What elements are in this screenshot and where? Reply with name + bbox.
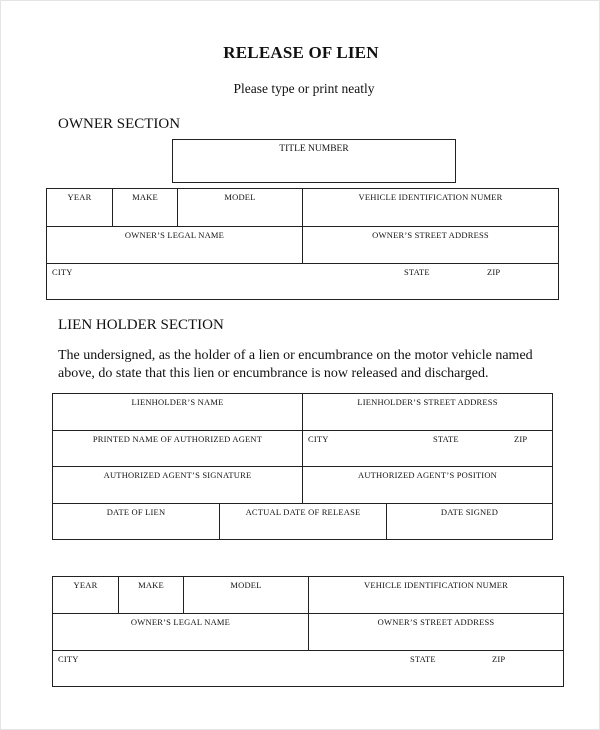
year-field[interactable] [47,189,113,227]
owner-address-field[interactable] [309,614,564,651]
vin-field[interactable] [309,577,564,614]
owner-address-label: OWNER’S STREET ADDRESS [372,230,489,240]
title-number-field[interactable] [172,139,456,183]
lienholder-name-field[interactable] [53,394,303,431]
owner-city-state-zip-field[interactable] [47,264,559,300]
model-label: MODEL [230,580,262,590]
date-of-lien-field[interactable] [53,504,220,540]
agent-position-field[interactable] [303,467,553,504]
owner-address-label: OWNER’S STREET ADDRESS [377,617,495,627]
state-label: STATE [433,434,459,444]
year-field[interactable] [53,577,119,614]
model-field[interactable] [178,189,303,227]
zip-label: ZIP [492,654,506,664]
zip-label: ZIP [514,434,528,444]
agent-printed-name-field[interactable] [53,431,303,467]
lienholder-address-label: LIENHOLDER’S STREET ADDRESS [357,397,498,407]
lienholder-address-field[interactable] [303,394,553,431]
actual-release-date-label: ACTUAL DATE OF RELEASE [245,507,361,517]
actual-release-date-field[interactable] [220,504,387,540]
lien-holder-section-heading: LIEN HOLDER SECTION [58,317,224,333]
vin-field[interactable] [303,189,559,227]
year-label: YEAR [67,192,92,202]
make-field[interactable] [119,577,184,614]
city-label: CITY [308,434,329,444]
city-label: CITY [58,654,79,664]
agent-signature-label: AUTHORIZED AGENT’S SIGNATURE [103,470,252,480]
year-label: YEAR [73,580,98,590]
form-subtitle: Please type or print neatly [233,81,375,96]
owner-vehicle-table [46,188,559,300]
lien-holder-table [52,393,553,540]
owner-section-heading: OWNER SECTION [58,116,181,132]
model-field[interactable] [184,577,309,614]
vin-label: VEHICLE IDENTIFICATION NUMER [364,580,508,590]
owner-name-field[interactable] [47,227,303,264]
zip-label: ZIP [487,267,501,277]
vin-label: VEHICLE IDENTIFICATION NUMER [358,192,503,202]
second-vehicle-table [52,576,564,687]
lienholder-name-label: LIENHOLDER’S NAME [131,397,224,407]
agent-printed-name-label: PRINTED NAME OF AUTHORIZED AGENT [92,434,263,444]
city-state-zip-field[interactable] [53,651,564,687]
make-label: MAKE [138,580,164,590]
owner-name-field[interactable] [53,614,309,651]
city-label: CITY [52,267,73,277]
make-field[interactable] [113,189,178,227]
agent-signature-field[interactable] [53,467,303,504]
state-label: STATE [404,267,430,277]
state-label: STATE [410,654,436,664]
agent-position-label: AUTHORIZED AGENT’S POSITION [357,470,498,480]
release-statement: The undersigned, as the holder of a lien or encumbrance on the motor vehicle named above, do state that this lien or encumbrance is now released and discharged. [58,348,533,381]
lienholder-city-state-zip-field[interactable] [303,431,553,467]
make-label: MAKE [132,192,158,202]
model-label: MODEL [224,192,256,202]
form-title: RELEASE OF LIEN [223,43,379,62]
owner-name-label: OWNER’S LEGAL NAME [130,617,231,627]
date-signed-label: DATE SIGNED [440,507,499,517]
title-number-label: TITLE NUMBER [279,144,349,154]
owner-address-field[interactable] [303,227,559,264]
date-signed-field[interactable] [387,504,553,540]
date-of-lien-label: DATE OF LIEN [106,507,166,517]
owner-name-label: OWNER’S LEGAL NAME [124,230,225,240]
